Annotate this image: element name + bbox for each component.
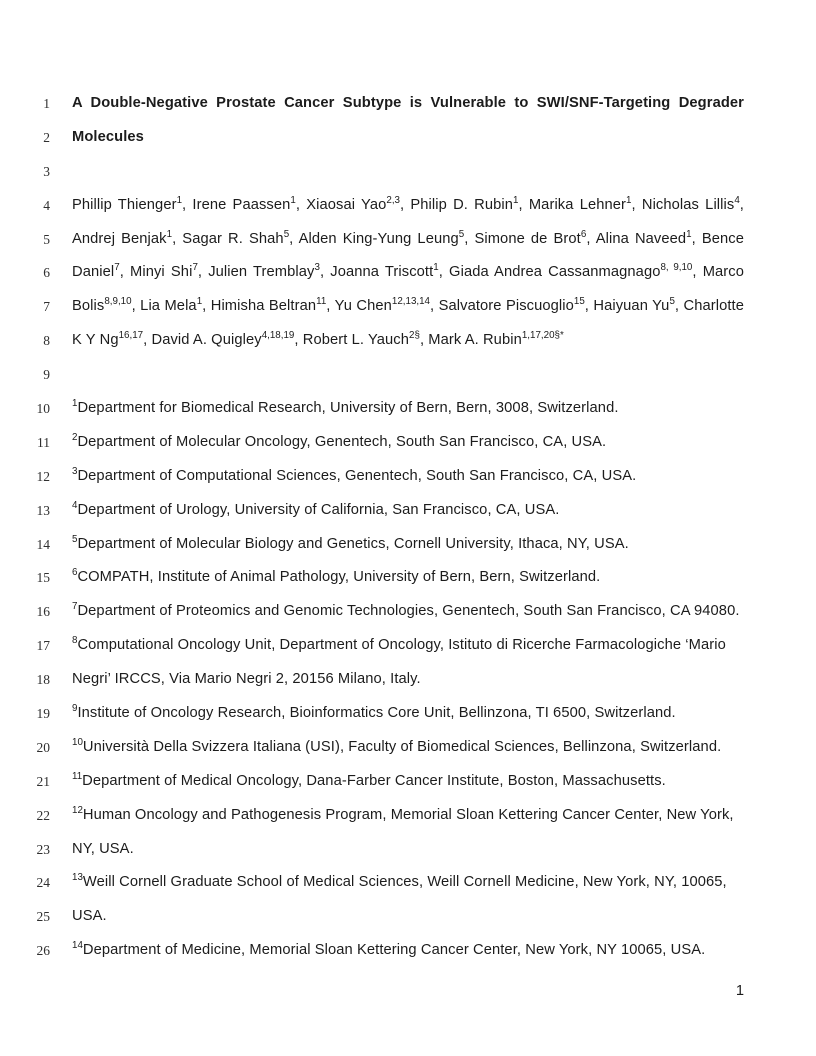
line-text: $^5$Department of Molecular Biology and Genetics, Cornell University, Ithaca, NY, USA. <box>72 533 629 552</box>
line-text: $^1$Department for Biomedical Research, University of Bern, Bern, 3008, Switzerland. <box>72 398 619 417</box>
line-text: Bolis$^{8,9,10}$, Lia Mela$^1$, Himisha Beltran$^{11}$, Yu Chen$^{12,13,14}$, Salvatore Piscuoglio$^{15}$, Haiyuan Yu$^5$, Charlotte <box>72 296 744 315</box>
line-text: $^{10}$Università Della Svizzera Italiana (USI), Faculty of Biomedical Sciences, Bellinzona, Switzerland. <box>72 737 722 755</box>
line-text: $^2$Department of Molecular Oncology, Genentech, South San Francisco, CA, USA. <box>72 432 607 450</box>
line-text: $^7$Department of Proteomics and Genomic Technologies, Genentech, South San Francisco, CA 94080. <box>72 601 740 620</box>
line-text: K Y Ng$^{16,17}$, David A. Quigley$^{4,18,19}$, Robert L. Yauch$^{2\S}$, Mark A. Rubin$^{1,17,20\S*}$ <box>72 330 564 349</box>
line-number: 8 <box>43 333 50 349</box>
manuscript-line <box>0 833 744 867</box>
line-text: $^9$Institute of Oncology Research, Bioinformatics Core Unit, Bellinzona, TI 6500, Switzerland. <box>72 703 676 722</box>
line-text: NY, USA. <box>72 840 134 857</box>
line-number: 12 <box>36 468 50 484</box>
line-text: A Double-Negative Prostate Cancer Subtype is Vulnerable to SWI/SNF-Targeting Degrader <box>72 95 744 111</box>
line-text: $^3$Department of Computational Sciences, Genentech, South San Francisco, CA, USA. <box>72 465 637 484</box>
manuscript-line <box>0 426 744 460</box>
line-number: 24 <box>36 875 50 891</box>
manuscript-line <box>0 595 744 629</box>
line-number: 25 <box>36 909 50 925</box>
manuscript-line <box>0 392 744 426</box>
line-number: 4 <box>43 197 50 213</box>
line-text: $^8$Computational Oncology Unit, Department of Oncology, Istituto di Ricerche Farmacologiche ‘Mario <box>72 635 726 654</box>
line-number: 23 <box>36 841 50 857</box>
line-number: 15 <box>36 570 50 586</box>
manuscript-line <box>0 494 744 528</box>
manuscript-line <box>0 223 744 257</box>
line-number: 3 <box>43 163 50 179</box>
line-number: 13 <box>36 502 50 518</box>
line-number: 18 <box>36 672 50 688</box>
line-number: 19 <box>36 706 50 722</box>
line-text: $^{14}$Department of Medicine, Memorial Sloan Kettering Cancer Center, New York, NY 10065, USA. <box>72 940 706 959</box>
manuscript-line <box>0 934 744 968</box>
manuscript-line <box>0 765 744 799</box>
line-text: $^{11}$Department of Medical Oncology, Dana-Farber Cancer Institute, Boston, Massachusetts. <box>72 770 666 789</box>
manuscript-line <box>0 358 744 392</box>
manuscript-line <box>0 799 744 833</box>
line-number: 20 <box>36 739 50 755</box>
manuscript-line <box>0 561 744 595</box>
manuscript-line <box>0 697 744 731</box>
line-number: 26 <box>36 943 50 959</box>
line-text: Phillip Thienger$^1$, Irene Paassen$^1$, Xiaosai Yao$^{2,3}$, Philip D. Rubin$^1$, Marika Lehner$^1$, Nicholas Lillis$^4$, <box>72 194 744 213</box>
page-number: 1 <box>735 983 744 999</box>
manuscript-line <box>0 189 744 223</box>
manuscript-line <box>0 663 744 697</box>
manuscript-line <box>0 900 744 934</box>
line-text <box>72 155 744 189</box>
line-text <box>72 358 744 392</box>
line-number: 14 <box>36 536 50 552</box>
manuscript-lines <box>0 87 744 968</box>
line-text: USA. <box>72 908 107 925</box>
manuscript-line <box>0 460 744 494</box>
line-number: 16 <box>36 604 50 620</box>
manuscript-line <box>0 290 744 324</box>
line-number: 10 <box>36 401 50 417</box>
manuscript-line <box>0 256 744 290</box>
line-number: 11 <box>37 434 50 450</box>
line-number: 9 <box>43 367 50 383</box>
manuscript-line <box>0 155 744 189</box>
line-text: Negri’ IRCCS, Via Mario Negri 2, 20156 Milano, Italy. <box>72 671 421 688</box>
line-number: 6 <box>43 265 50 281</box>
line-text: Andrej Benjak$^1$, Sagar R. Shah$^5$, Alden King-Yung Leung$^5$, Simone de Brot$^6$, Alina Naveed$^1$, Bence <box>72 228 745 247</box>
line-text: $^{12}$Human Oncology and Pathogenesis Program, Memorial Sloan Kettering Cancer Center, New York, <box>72 804 734 823</box>
manuscript-line <box>0 528 744 562</box>
line-number: 7 <box>43 299 50 315</box>
line-number: 1 <box>43 96 50 111</box>
line-text: Daniel$^7$, Minyi Shi$^7$, Julien Tremblay$^3$, Joanna Triscott$^1$, Giada Andrea Cassanmagnago$^{8, 9,10}$, Marco <box>72 262 744 281</box>
line-number: 17 <box>36 638 50 654</box>
manuscript-line <box>0 121 744 155</box>
line-number: 21 <box>36 773 50 789</box>
line-text: Molecules <box>72 128 144 145</box>
line-number: 2 <box>43 129 50 145</box>
manuscript-line <box>0 866 744 900</box>
manuscript-line <box>0 629 744 663</box>
line-text: $^4$Department of Urology, University of California, San Francisco, CA, USA. <box>72 499 560 518</box>
line-text: $^6$COMPATH, Institute of Animal Pathology, University of Bern, Bern, Switzerland. <box>72 567 601 586</box>
manuscript-line <box>0 731 744 765</box>
line-number: 5 <box>43 231 50 247</box>
manuscript-line <box>0 87 744 121</box>
line-text: $^{13}$Weill Cornell Graduate School of Medical Sciences, Weill Cornell Medicine, New York, NY, 10065, <box>72 872 727 891</box>
line-number: 22 <box>36 807 50 823</box>
manuscript-line <box>0 324 744 358</box>
